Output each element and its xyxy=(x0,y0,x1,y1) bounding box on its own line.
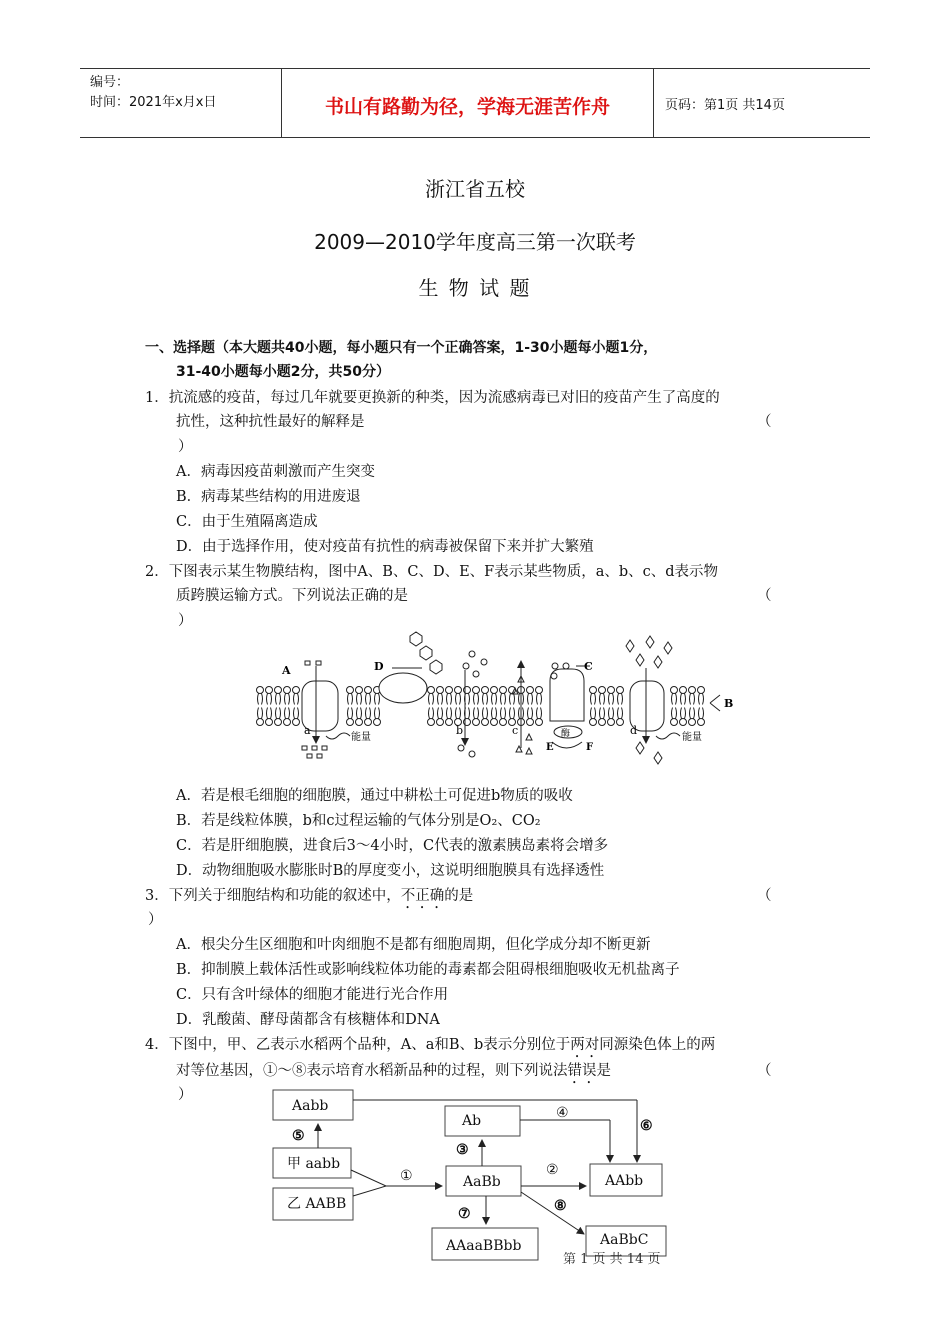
label-a-upper: A xyxy=(282,664,291,677)
q2-paren-open: （ xyxy=(757,588,772,604)
q3-option-a: A．根尖分生区细胞和叶肉细胞不是都有细胞周期，但化学成分却不断更新 xyxy=(176,937,651,953)
box-jia: 甲 aabb xyxy=(287,1156,341,1172)
divider xyxy=(653,69,654,137)
q2-option-d: D．动物细胞吸水膨胀时B的厚度变小，这说明细胞膜具有选择透性 xyxy=(176,863,605,879)
energy-label: 能量 xyxy=(682,732,702,743)
membrane-diagram xyxy=(250,628,750,768)
q4-stem-mid: 同源染色体上的两 xyxy=(599,1037,716,1053)
box-aabb-top: Aabb xyxy=(292,1098,329,1114)
label-d-upper: D xyxy=(374,660,384,673)
label-a: a xyxy=(304,724,311,737)
date-label: 时间：2021年x月x日 xyxy=(90,95,217,110)
page-footer: 第 1 页 共 14 页 xyxy=(563,1252,661,1267)
step-3: ③ xyxy=(456,1142,469,1158)
box-ab: Ab xyxy=(462,1113,482,1129)
q3-option-d: D．乳酸菌、酵母菌都含有核糖体和DNA xyxy=(176,1012,440,1028)
q4-stem xyxy=(145,1033,715,1061)
label-b-upper: B xyxy=(724,697,734,710)
box-aabbc: AaBbC xyxy=(600,1232,649,1248)
label-b: b xyxy=(456,724,464,737)
breeding-diagram xyxy=(260,1088,680,1268)
step-1: ① xyxy=(400,1168,413,1184)
step-5: ⑤ xyxy=(292,1128,305,1144)
q1-stem-cont: 抗性，这种抗性最好的解释是 xyxy=(176,414,365,430)
q3-option-b: B．抑制膜上载体活性或影响线粒体功能的毒素都会阻碍根细胞吸收无机盐离子 xyxy=(176,962,680,978)
q1-paren-close: ） xyxy=(178,439,193,455)
subject-title: 生 物 试 题 xyxy=(418,276,532,300)
q3-stem xyxy=(145,884,473,912)
label-d: d xyxy=(630,724,638,737)
q3-paren-open: （ xyxy=(757,888,772,904)
section-heading: 一、选择题（本大题共40小题，每小题只有一个正确答案，1-30小题每小题1分， xyxy=(145,340,658,356)
q1-option-c: C．由于生殖隔离造成 xyxy=(176,514,318,530)
label-c-upper: C xyxy=(584,660,593,673)
motto: 书山有路勤为径，学海无涯苦作舟 xyxy=(324,96,610,118)
q2-stem-cont: 质跨膜运输方式。下列说法正确的是 xyxy=(176,588,408,604)
exam-title: 2009—2010学年度高三第一次联考 xyxy=(314,230,636,254)
step-4: ④ xyxy=(556,1105,569,1121)
q3-paren-close: ） xyxy=(148,912,163,928)
header-meta xyxy=(90,73,216,113)
box-aabb-right: AAbb xyxy=(605,1173,644,1189)
q4-paren-close: ） xyxy=(178,1087,193,1103)
q3-option-c: C．只有含叶绿体的细胞才能进行光合作用 xyxy=(176,987,449,1003)
school-title: 浙江省五校 xyxy=(425,177,525,201)
box-aaaabbbb: AAaaBBbb xyxy=(446,1238,522,1254)
q1-option-d: D．由于选择作用，使对疫苗有抗性的病毒被保留下来并扩大繁殖 xyxy=(176,539,594,555)
step-7: ⑦ xyxy=(458,1206,471,1222)
q4-stem-cont xyxy=(176,1059,611,1087)
q1-paren-open: （ xyxy=(757,414,772,430)
q4-paren-open: （ xyxy=(757,1063,772,1079)
q3-stem-post: 的是 xyxy=(444,888,474,904)
box-yi: 乙 AABB xyxy=(287,1196,347,1212)
q4-stem2-pre: 对等位基因，①～⑧表示培育水稻新品种的过程，则下列说法 xyxy=(176,1063,568,1079)
q4-stem-pre: 4．下图中，甲、乙表示水稻两个品种，A、a和B、b表示分别位于 xyxy=(145,1037,571,1053)
step-2: ② xyxy=(546,1162,559,1178)
q1-option-a: A．病毒因疫苗刺激而产生突变 xyxy=(176,464,375,480)
q4-stem2-post: 是 xyxy=(596,1063,611,1079)
q2-option-b: B．若是线粒体膜，b和c过程运输的气体分别是O₂、CO₂ xyxy=(176,813,541,829)
box-aabb-mid: AaBb xyxy=(463,1174,501,1190)
step-8: ⑧ xyxy=(554,1198,567,1214)
q4-stem-emphasis: 错误 xyxy=(567,1063,597,1079)
page-header xyxy=(80,68,870,138)
q2-option-c: C．若是肝细胞膜，进食后3～4小时，C代表的激素胰岛素将会增多 xyxy=(176,838,609,854)
section-heading-cont: 31-40小题每小题2分，共50分） xyxy=(176,364,390,380)
enzyme-label: 酶 xyxy=(561,729,571,739)
page-info: 页码：第1页 共14页 xyxy=(665,98,785,113)
id-label: 编号： xyxy=(90,75,130,90)
q2-stem: 2．下图表示某生物膜结构，图中A、B、C、D、E、F表示某些物质，a、b、c、d表示物 xyxy=(145,564,719,580)
label-f: F xyxy=(586,742,594,753)
q3-stem-pre: 3．下列关于细胞结构和功能的叙述中， xyxy=(145,888,401,904)
q3-stem-emphasis: 不正确 xyxy=(400,888,445,904)
q4-stem-emphasis: 两对 xyxy=(570,1037,600,1053)
q1-option-b: B．病毒某些结构的用进废退 xyxy=(176,489,361,505)
energy-label: 能量 xyxy=(351,732,371,743)
label-c: c xyxy=(512,724,519,737)
q2-paren-close: ） xyxy=(178,613,193,629)
q1-stem: 1．抗流感的疫苗，每过几年就要更换新的种类，因为流感病毒已对旧的疫苗产生了高度的 xyxy=(145,390,720,406)
q2-option-a: A．若是根毛细胞的细胞膜，通过中耕松土可促进b物质的吸收 xyxy=(176,788,573,804)
step-6: ⑥ xyxy=(640,1118,653,1134)
label-e: E xyxy=(546,742,554,753)
